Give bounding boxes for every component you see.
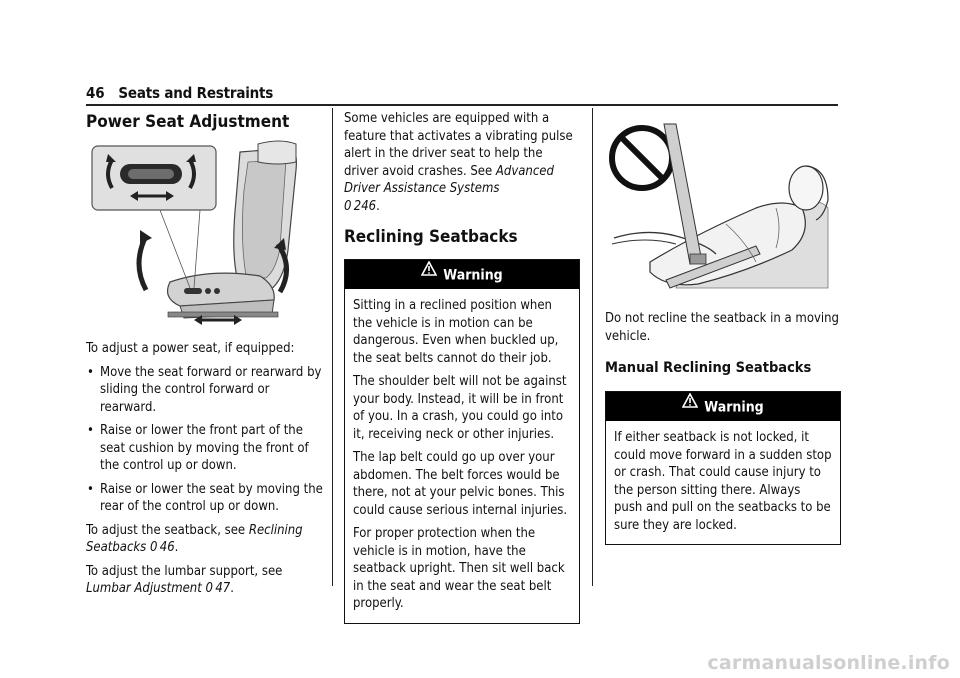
column-2 xyxy=(344,110,580,624)
reclined-passenger-illustration xyxy=(606,112,830,290)
column-divider-2 xyxy=(592,108,593,586)
warning-header xyxy=(345,260,579,289)
page-header xyxy=(86,84,273,102)
power-seat-title: Power Seat Adjustment xyxy=(86,112,290,132)
page-ref-number[interactable]: 47 xyxy=(215,581,231,596)
page-ref-icon: 0 xyxy=(344,198,352,214)
warning-paragraph: The lap belt could go up over your abdomen. The belt forces would be there, not at your pelvic bones. This could cause serious internal injuries. xyxy=(353,450,568,518)
bullet-item: • Raise or lower the seat by moving the rear of the control up or down. xyxy=(86,481,324,516)
bullet-item: • Raise or lower the front part of the seat cushion by moving the front of the control up or down. xyxy=(86,422,324,475)
column-1 xyxy=(86,112,322,132)
warning-triangle-icon xyxy=(682,389,698,420)
manual-reclining-title: Manual Reclining Seatbacks xyxy=(605,360,812,376)
driver-alert-paragraph: Some vehicles are equipped with a feature that activates a vibrating pulse alert in the driver seat to help the driver avoid crashes. See Advanced Driver Assistance Systems 0 246. xyxy=(344,111,573,214)
link-advanced-driver-assistance[interactable]: Advanced Driver Assistance Systems xyxy=(344,163,554,196)
bullet-item: • Move the seat forward or rearward by sliding the control forward or rearward. xyxy=(86,364,324,417)
warning-body xyxy=(606,421,840,544)
warning-paragraph: If either seatback is not locked, it could move forward in a sudden stop or crash. That could cause injury to the person sitting there. Always push and pull on the seatbacks to be sure they are locked. xyxy=(614,430,832,533)
warning-label: Warning xyxy=(443,267,503,284)
page-ref-icon: 0 xyxy=(205,581,213,596)
link-reclining-seatbacks[interactable]: Reclining Seatbacks xyxy=(86,522,303,555)
warning-triangle-icon xyxy=(421,257,437,288)
watermark: carmanualsonline.info xyxy=(707,652,950,674)
power-seat-bullets xyxy=(86,364,324,516)
warning-box-recline xyxy=(344,259,580,624)
warning-paragraph: The shoulder belt will not be against your body. Instead, it will be in front of you. In a crash, you could go into it, receiving neck or other injuries. xyxy=(353,374,567,442)
warning-box-manual xyxy=(605,391,841,545)
column-3 xyxy=(605,310,841,545)
warning-paragraph: Sitting in a reclined position when the vehicle is in motion can be dangerous. Even when buckled up, the seat belts cannot do their job. xyxy=(353,298,559,366)
power-seat-intro: To adjust a power seat, if equipped: xyxy=(86,341,295,356)
warning-label: Warning xyxy=(704,399,764,416)
page-number: 46 xyxy=(86,84,105,102)
header-rule xyxy=(86,104,838,106)
page-ref-number[interactable]: 246 xyxy=(353,198,377,214)
warning-paragraph: For proper protection when the vehicle is in motion, have the seatback upright. Then sit well back in the seat and wear the seat belt properly. xyxy=(353,526,565,611)
section-title: Seats and Restraints xyxy=(118,84,274,102)
page-ref-number[interactable]: 46 xyxy=(159,540,175,555)
lumbar-reference: To adjust the lumbar support, see Lumbar Adjustment 0 47. xyxy=(86,563,283,596)
column-1-text xyxy=(86,340,324,604)
seatback-reference: To adjust the seatback, see Reclining Seatbacks 0 46. xyxy=(86,522,303,555)
reclining-seatbacks-title: Reclining Seatbacks xyxy=(344,227,518,247)
warning-header xyxy=(606,392,840,421)
page-ref-icon: 0 xyxy=(149,540,158,555)
link-lumbar-adjustment[interactable]: Lumbar Adjustment xyxy=(86,581,202,596)
driver-alert-text: Some vehicles are equipped with a feature that activates a vibrating pulse alert in the driver seat to help the driver avoid crashes. See xyxy=(344,111,573,179)
seatback-ref-text: To adjust the seatback, see xyxy=(86,522,249,538)
illustration-caption: Do not recline the seatback in a moving vehicle. xyxy=(605,311,839,344)
power-seat-illustration xyxy=(90,140,312,332)
lumbar-ref-text: To adjust the lumbar support, see xyxy=(86,563,283,579)
column-divider-1 xyxy=(332,108,333,586)
warning-body xyxy=(345,289,579,623)
